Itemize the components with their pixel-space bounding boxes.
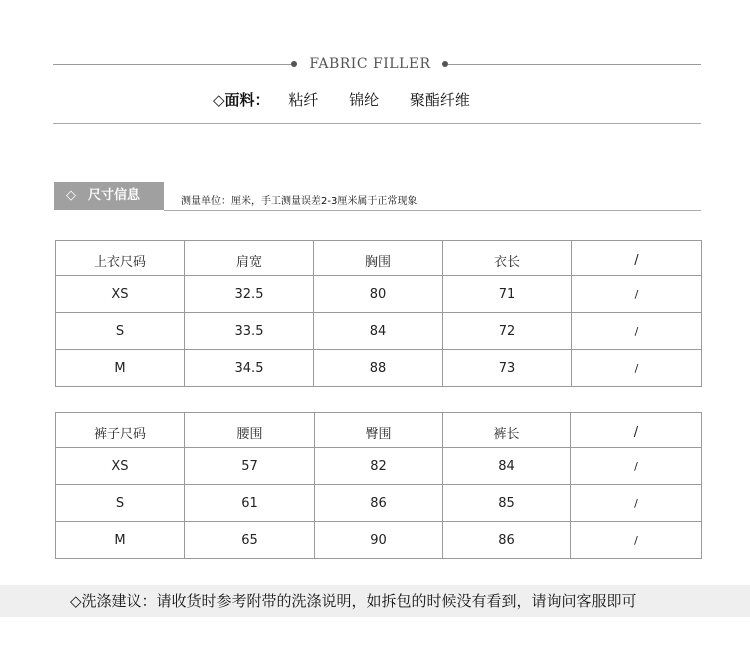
- table-cell: 82: [315, 448, 443, 485]
- table-cell: 65: [185, 522, 315, 559]
- table-cell: 72: [443, 313, 572, 350]
- table-cell: /: [572, 313, 702, 350]
- table-row: [56, 448, 702, 485]
- top-size-table: [55, 240, 702, 387]
- header-cell: 肩宽: [185, 241, 314, 276]
- washing-advice: ◇洗涤建议：请收货时参考附带的洗涤说明，如拆包的时候没有看到，请询问客服即可: [0, 585, 750, 617]
- table-cell: S: [56, 485, 185, 522]
- table-cell: XS: [56, 276, 185, 313]
- pants-size-table: [55, 412, 702, 559]
- header-cell: 上衣尺码: [56, 241, 185, 276]
- table-cell: S: [56, 313, 185, 350]
- table-cell: 57: [185, 448, 315, 485]
- table-cell: 85: [443, 485, 571, 522]
- table-cell: 86: [315, 485, 443, 522]
- header-cell: /: [571, 413, 702, 448]
- header-cell: 裤长: [443, 413, 571, 448]
- table-cell: 61: [185, 485, 315, 522]
- fabric-rule-left: [53, 64, 291, 65]
- table-cell: 32.5: [185, 276, 314, 313]
- table-row: [56, 485, 702, 522]
- measurement-note: 测量单位：厘米，手工测量误差2-3厘米属于正常现象: [181, 196, 418, 207]
- table-header-row: [56, 241, 702, 276]
- fabric-item: 聚酯纤维: [409, 91, 470, 109]
- table-row: [56, 276, 702, 313]
- table-row: [56, 522, 702, 559]
- fabric-composition: [213, 89, 496, 110]
- fabric-title: FABRIC FILLER: [309, 56, 431, 72]
- table-cell: M: [56, 350, 185, 387]
- table-cell: 84: [314, 313, 443, 350]
- diamond-outline-icon: ◇: [66, 188, 76, 203]
- header-cell: /: [572, 241, 702, 276]
- table-cell: /: [571, 485, 702, 522]
- table-cell: 86: [443, 522, 571, 559]
- header-cell: 腰围: [185, 413, 315, 448]
- table-cell: 33.5: [185, 313, 314, 350]
- fabric-dot-left: [291, 61, 297, 67]
- header-cell: 胸围: [314, 241, 443, 276]
- size-info-tag: [54, 182, 164, 210]
- table-cell: M: [56, 522, 185, 559]
- table-cell: /: [571, 448, 702, 485]
- header-cell: 衣长: [443, 241, 572, 276]
- table-cell: 84: [443, 448, 571, 485]
- fabric-item: 锦纶: [349, 91, 380, 109]
- table-row: [56, 350, 702, 387]
- header-cell: 臀围: [315, 413, 443, 448]
- size-info-rule: [164, 210, 701, 211]
- table-cell: 88: [314, 350, 443, 387]
- fabric-label: ◇面料：: [213, 91, 270, 109]
- table-cell: 71: [443, 276, 572, 313]
- table-cell: 73: [443, 350, 572, 387]
- fabric-item: 粘纤: [288, 91, 319, 109]
- table-cell: 90: [315, 522, 443, 559]
- table-row: [56, 313, 702, 350]
- fabric-bottom-rule: [53, 123, 701, 124]
- table-cell: /: [572, 350, 702, 387]
- table-cell: /: [571, 522, 702, 559]
- table-header-row: [56, 413, 702, 448]
- table-cell: XS: [56, 448, 185, 485]
- table-cell: 80: [314, 276, 443, 313]
- header-cell: 裤子尺码: [56, 413, 185, 448]
- fabric-rule-right: [448, 64, 701, 65]
- size-info-title: 尺寸信息: [88, 188, 141, 203]
- table-cell: 34.5: [185, 350, 314, 387]
- table-cell: /: [572, 276, 702, 313]
